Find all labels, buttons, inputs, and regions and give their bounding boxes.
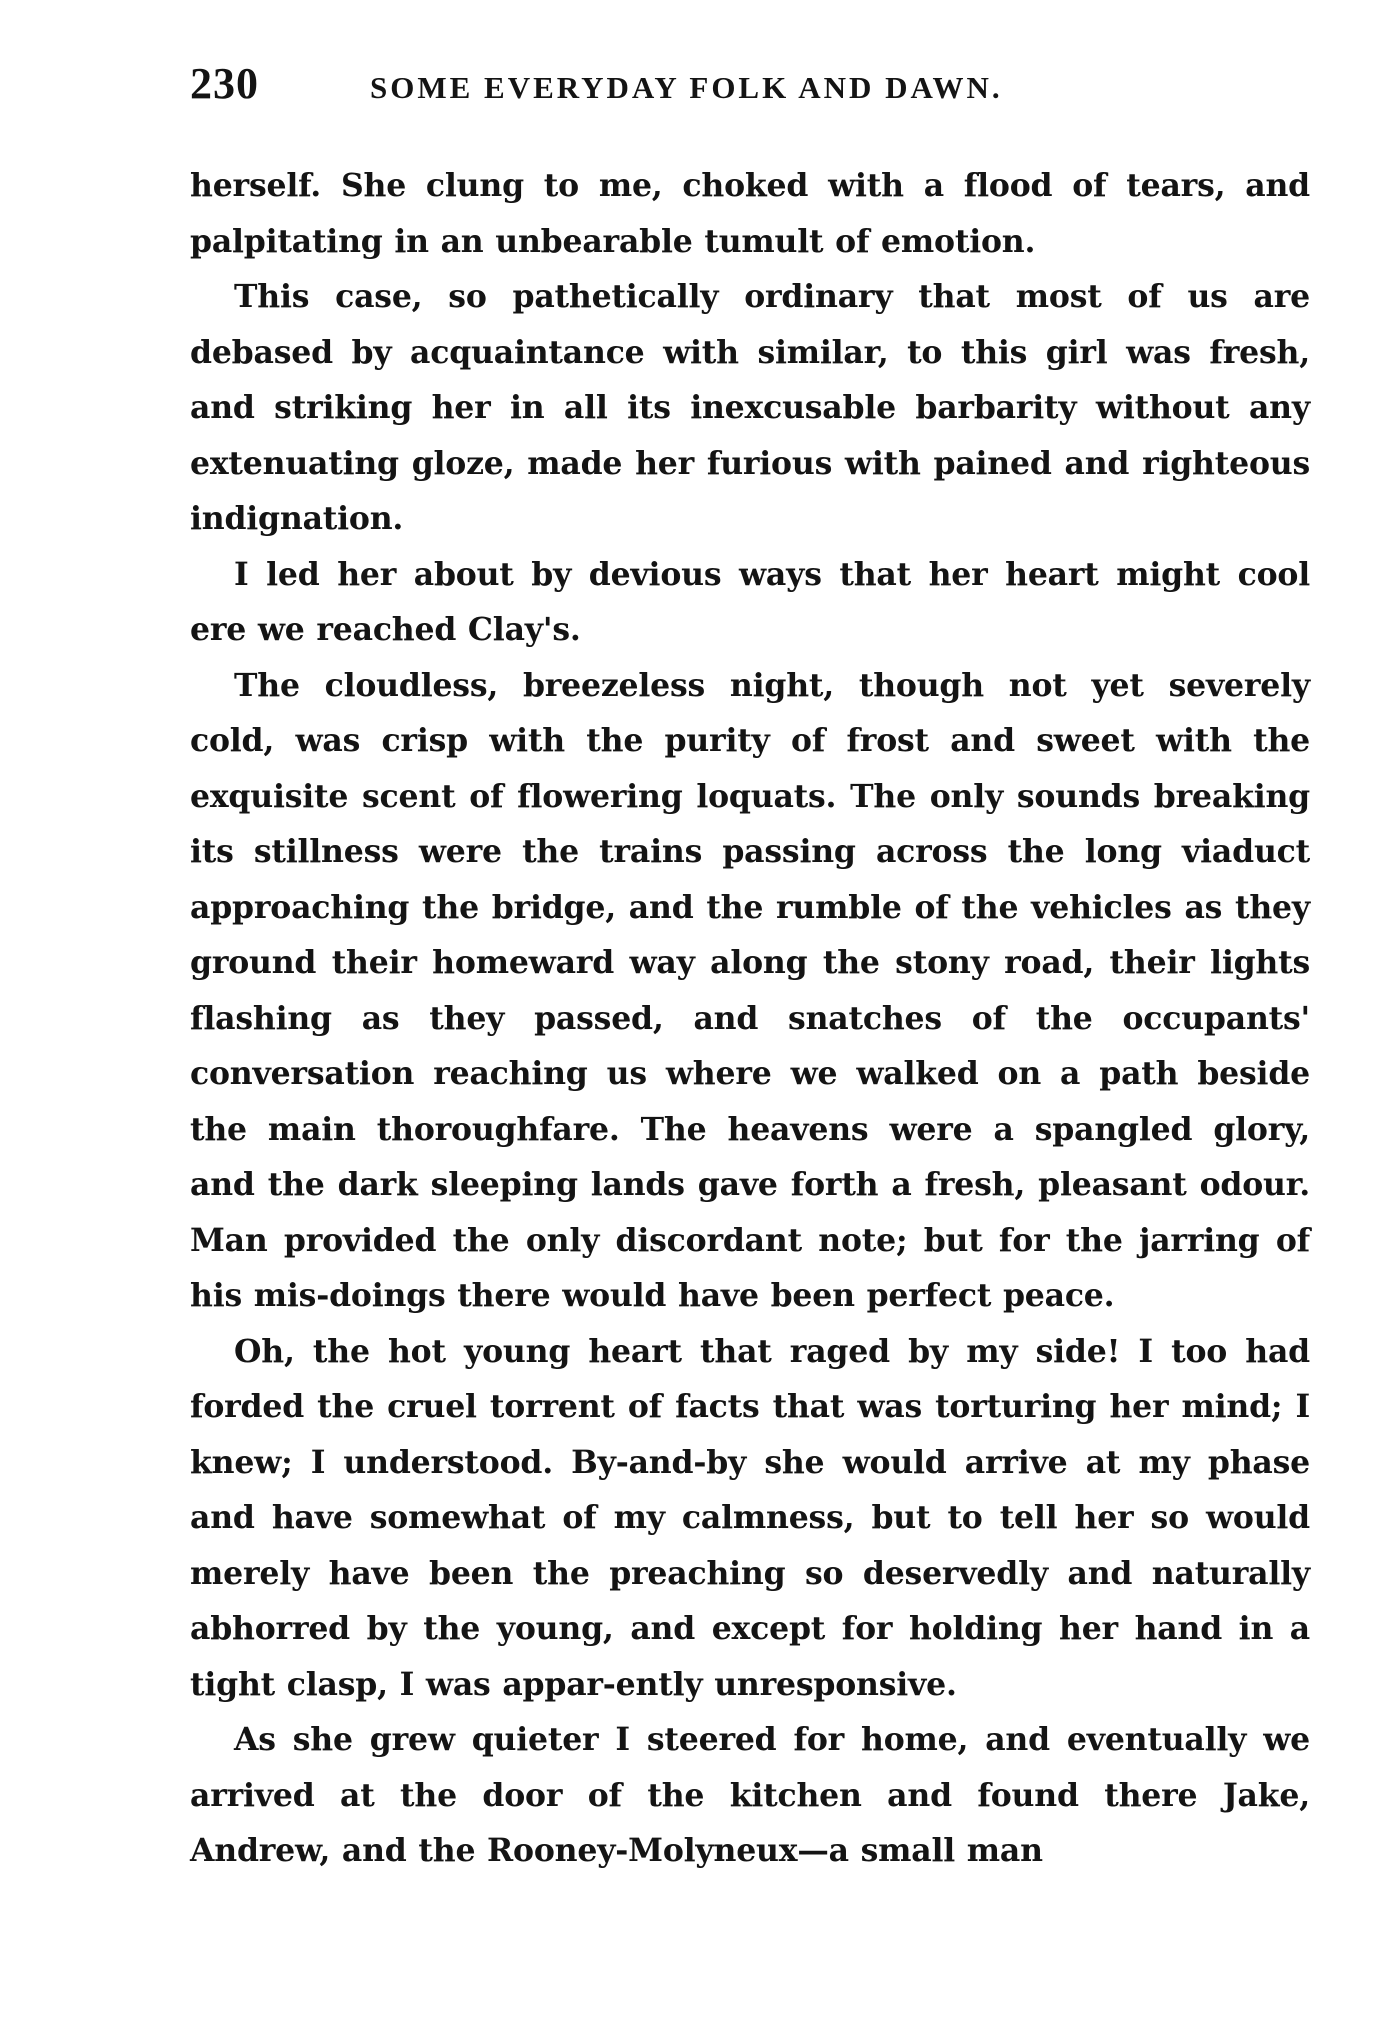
paragraph: This case, so pathetically ordinary that most of us are debased by acquaintance with similar, to this girl was fresh, and striking her in all its inexcusable barbarity without any extenuating gloze, made her furious with pained and righteous indignation.: [190, 278, 1310, 537]
page-header: [190, 58, 1310, 118]
paragraph: Oh, the hot young heart that raged by my side! I too had forded the cruel torrent of facts that was torturing her mind; I knew; I understood. By-and-by she would arrive at my phase and have somewhat of my calmness, but to tell her so would merely have been the preaching so deservedly and naturally abhorred by the young, and except for holding her hand in a tight clasp, I was appar-ently unresponsive.: [190, 1332, 1310, 1703]
running-head: SOME EVERYDAY FOLK AND DAWN.: [370, 70, 1003, 105]
paragraph: The cloudless, breezeless night, though not yet severely cold, was crisp with the purity of frost and sweet with the exquisite scent of flowering loquats. The only sounds breaking its stillness were the trains passing across the long viaduct approaching the bridge, and the rumble of the vehicles as they ground their homeward way along the stony road, their lights flashing as they passed, and snatches of the occupants' conversation reaching us where we walked on a path beside the main thoroughfare. The heavens were a spangled glory, and the dark sleeping lands gave forth a fresh, pleasant odour. Man provided the only discordant note; but for the jarring of his mis-doings there would have been perfect peace.: [190, 666, 1310, 1314]
paragraph: I led her about by devious ways that her heart might cool ere we reached Clay's.: [190, 555, 1310, 648]
body-text: [190, 158, 1310, 1879]
paragraph-continued: herself. She clung to me, choked with a flood of tears, and palpitating in an unbearable tumult of emotion.: [190, 167, 1310, 260]
page-number: 230: [190, 59, 259, 108]
paragraph: As she grew quieter I steered for home, and eventually we arrived at the door of the kitchen and found there Jake, Andrew, and the Rooney-Molyneux—a small man: [190, 1721, 1310, 1869]
